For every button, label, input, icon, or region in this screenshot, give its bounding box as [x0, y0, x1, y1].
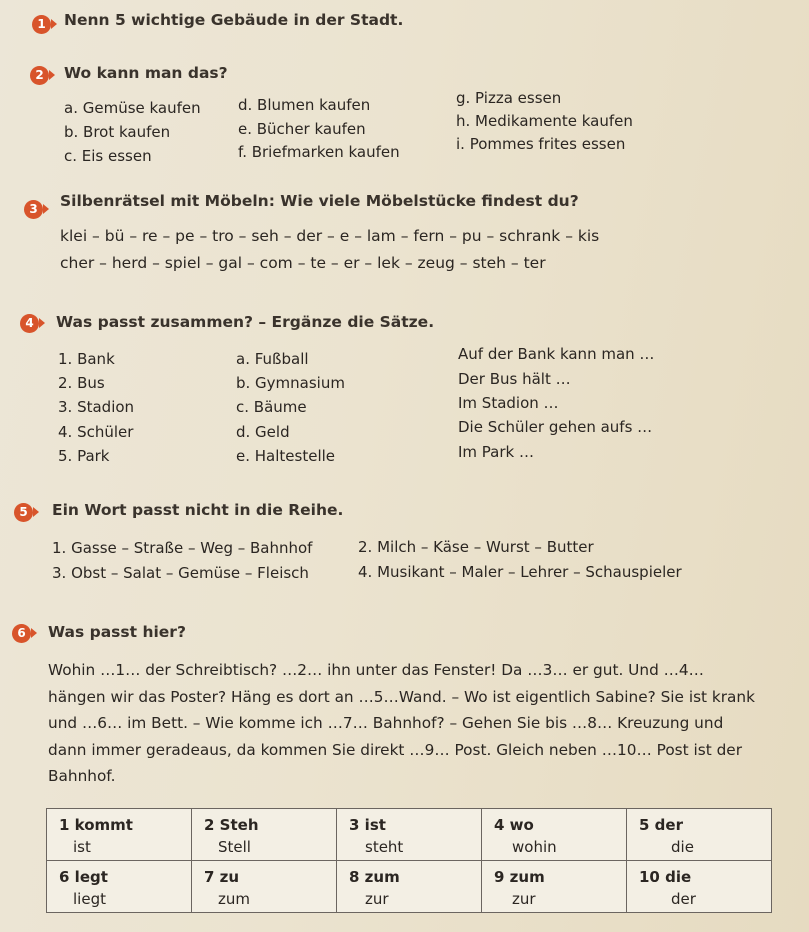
exercise-2-badge: 2: [30, 66, 49, 85]
ex4-sentence: Die Schüler gehen aufs …: [458, 418, 653, 436]
table-cell: 4 wo wohin: [482, 809, 627, 861]
table-row: [47, 861, 772, 913]
ex5-row: 4. Musikant – Maler – Lehrer – Schauspieler: [358, 563, 682, 581]
ex4-middle-item: e. Haltestelle: [236, 447, 336, 465]
exercise-5-title: Ein Wort passt nicht in die Reihe.: [52, 501, 344, 519]
ex4-middle-item: c. Bäume: [236, 398, 307, 416]
table-cell: 2 Steh Stell: [192, 809, 337, 861]
syllable-line: klei – bü – re – pe – tro – seh – der – e – lam – fern – pu – schrank – kis: [60, 227, 600, 245]
cloze-text: [48, 657, 798, 790]
cloze-line: Bahnhof.: [48, 767, 116, 785]
ex2-item: i. Pommes frites essen: [456, 135, 626, 153]
exercise-6-title: Was passt hier?: [48, 623, 186, 641]
ex4-sentence: Im Park …: [458, 443, 534, 461]
ex4-left-item: 2. Bus: [58, 374, 105, 392]
exercise-6-badge: 6: [12, 624, 31, 643]
cloze-line: hängen wir das Poster? Häng es dort an …5…Wand. – Wo ist eigentlich Sabine? Sie ist krank: [48, 687, 755, 706]
cloze-line: dann immer geradeaus, da kommen Sie direkt …9… Post. Gleich neben …10… Post ist der: [48, 740, 742, 759]
table-cell: 5 der die: [627, 809, 772, 861]
table-cell: 3 ist steht: [337, 809, 482, 861]
ex4-left-item: 1. Bank: [58, 350, 115, 368]
cloze-line: Wohin …1… der Schreibtisch? …2… ihn unter das Fenster! Da …3… er gut. Und …4…: [48, 661, 704, 679]
table-cell: 10 die der: [627, 861, 772, 913]
ex2-item: b. Brot kaufen: [64, 123, 171, 141]
ex4-middle-item: d. Geld: [236, 423, 290, 441]
table-cell: 7 zu zum: [192, 861, 337, 913]
ex2-item: e. Bücher kaufen: [238, 120, 366, 138]
ex5-row: 3. Obst – Salat – Gemüse – Fleisch: [52, 564, 309, 582]
ex4-left-item: 5. Park: [58, 447, 110, 465]
ex5-row: 2. Milch – Käse – Wurst – Butter: [358, 538, 594, 556]
ex2-item: c. Eis essen: [64, 147, 152, 165]
syllable-line: cher – herd – spiel – gal – com – te – er – lek – zeug – steh – ter: [60, 254, 546, 272]
exercise-4-badge: 4: [20, 314, 39, 333]
ex2-item: d. Blumen kaufen: [238, 96, 371, 114]
exercise-2-title: Wo kann man das?: [64, 64, 228, 82]
ex4-left-item: 3. Stadion: [58, 398, 135, 416]
ex4-sentence: Im Stadion …: [458, 394, 559, 412]
table-row: [47, 809, 772, 861]
exercise-3-title: Silbenrätsel mit Möbeln: Wie viele Möbelstücke findest du?: [60, 192, 579, 210]
ex4-middle-item: a. Fußball: [236, 350, 309, 368]
table-cell: 1 kommt ist: [47, 809, 192, 861]
ex4-left-item: 4. Schüler: [58, 423, 134, 441]
ex2-item: g. Pizza essen: [456, 89, 562, 107]
table-cell: 6 legt liegt: [47, 861, 192, 913]
table-cell: 8 zum zur: [337, 861, 482, 913]
ex5-row: 1. Gasse – Straße – Weg – Bahnhof: [52, 539, 313, 557]
exercise-4-title: Was passt zusammen? – Ergänze die Sätze.: [56, 313, 435, 331]
table-cell: 9 zum zur: [482, 861, 627, 913]
exercise-5-badge: 5: [14, 503, 33, 522]
ex2-item: a. Gemüse kaufen: [64, 99, 201, 117]
ex2-item: h. Medikamente kaufen: [456, 112, 633, 130]
ex2-item: f. Briefmarken kaufen: [238, 143, 400, 161]
answer-table: [46, 808, 772, 913]
ex4-sentence: Auf der Bank kann man …: [458, 345, 655, 363]
exercise-1-badge: 1: [32, 15, 51, 34]
exercise-1-title: Nenn 5 wichtige Gebäude in der Stadt.: [64, 11, 404, 29]
exercise-3-badge: 3: [24, 200, 43, 219]
ex4-middle-item: b. Gymnasium: [236, 374, 345, 392]
cloze-line: und …6… im Bett. – Wie komme ich …7… Bahnhof? – Gehen Sie bis …8… Kreuzung und: [48, 714, 724, 732]
ex4-sentence: Der Bus hält …: [458, 370, 571, 388]
